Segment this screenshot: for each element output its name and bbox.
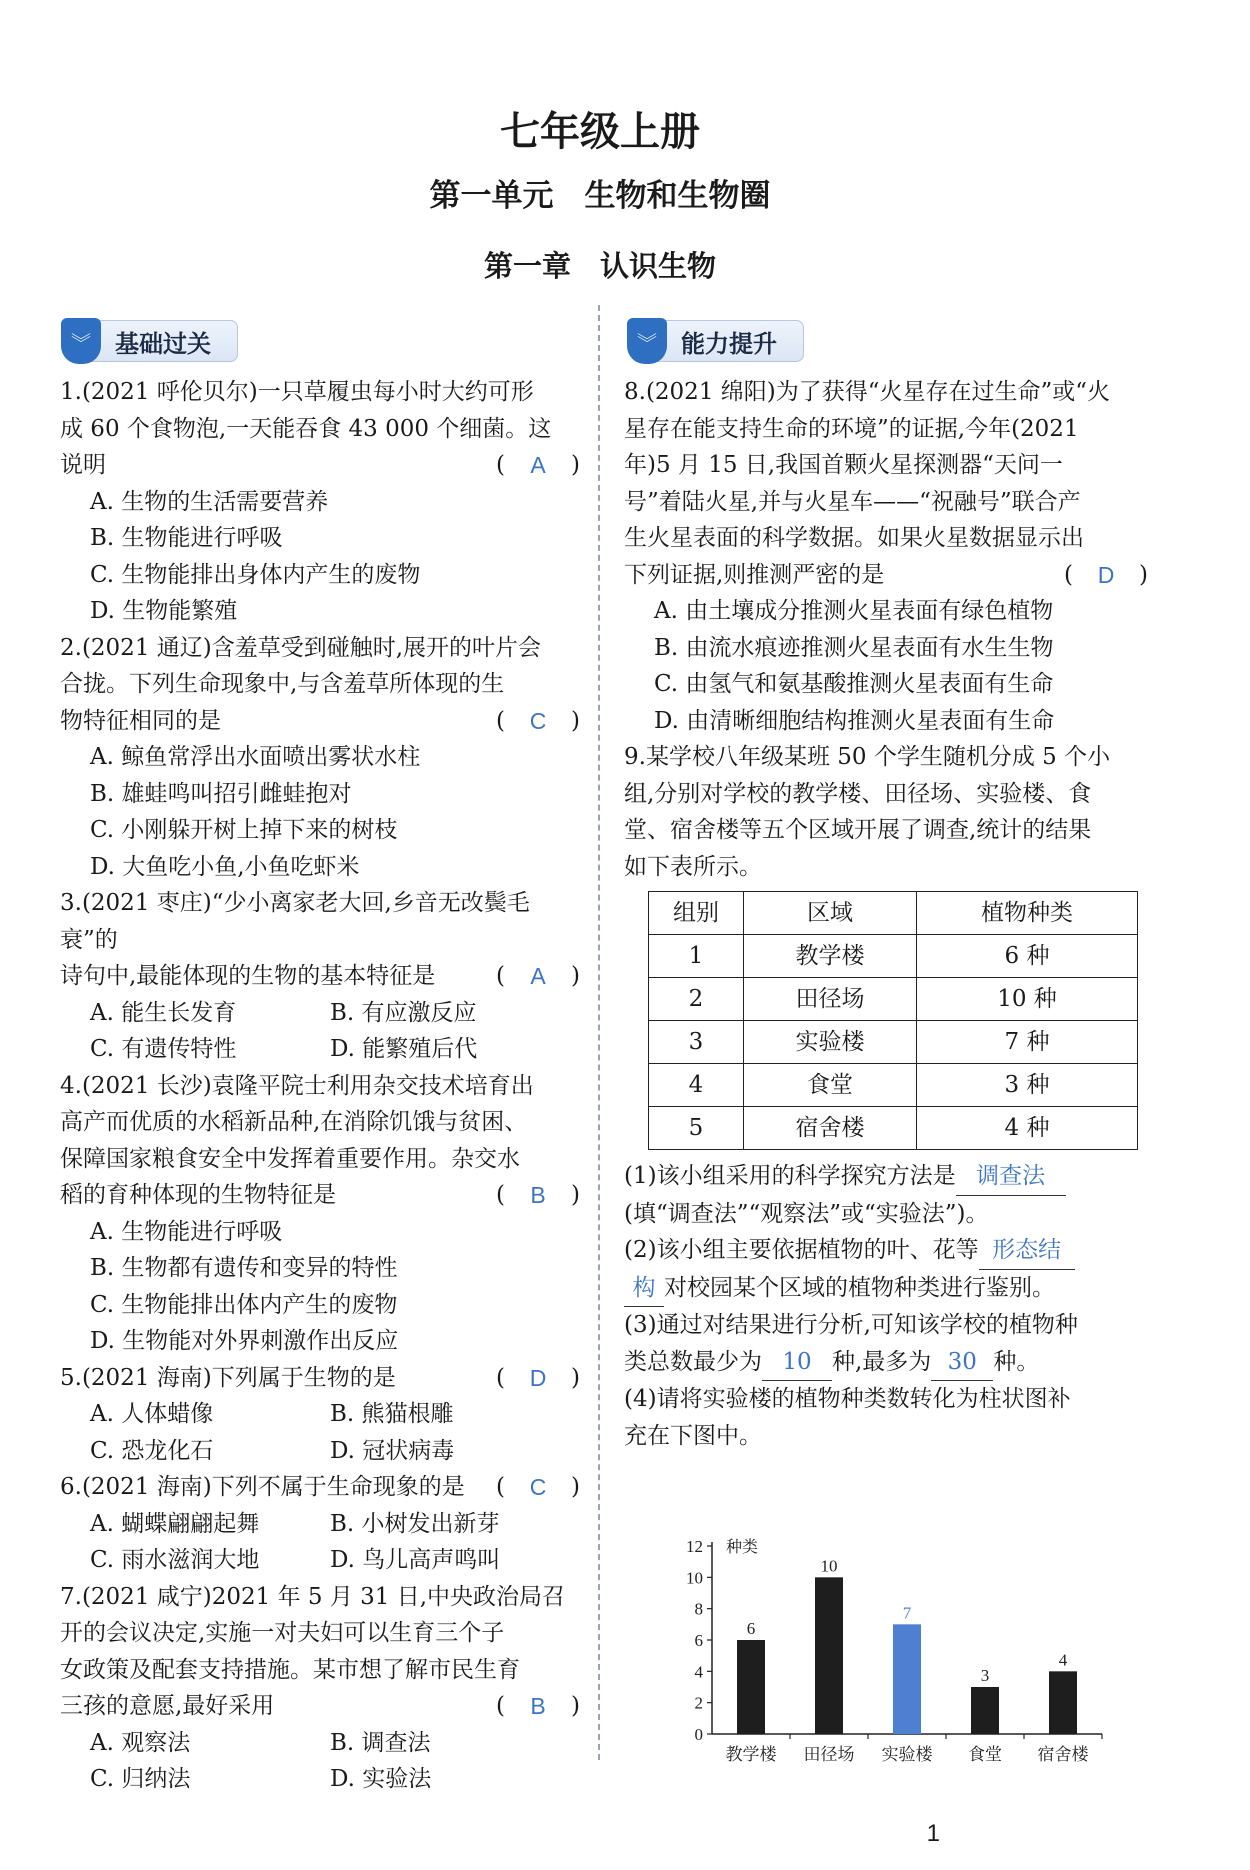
- q3-stem-line: 3.(2021 枣庄)“少小离家老大回,乡音无改鬓毛衰”的: [60, 890, 530, 953]
- bar-value-label: 10: [820, 1556, 838, 1576]
- table-header: 组别: [649, 892, 744, 935]
- bar-value-label: 3: [980, 1666, 990, 1685]
- q1-option: A. 生物的生活需要营养: [90, 488, 329, 515]
- right-column: [624, 374, 1148, 1454]
- q4-option: B. 生物都有遗传和变异的特性: [90, 1255, 398, 1281]
- q8-stem-line: 下列证据,则推测严密的是: [624, 561, 885, 588]
- answer-bracket: ( A ): [496, 447, 580, 484]
- q7-option: D. 实验法: [330, 1766, 432, 1792]
- y-tick-label: 12: [686, 1537, 703, 1556]
- q6-answer: C: [529, 1474, 547, 1500]
- q2-stem-line: 合拢。下列生命现象中,与含羞草所体现的生: [60, 671, 505, 697]
- table-cell: 实验楼: [744, 1021, 917, 1064]
- bar-宿舍楼: [1049, 1671, 1077, 1734]
- table-header: 植物种类: [917, 892, 1138, 935]
- q6-stem-line: 6.(2021 海南)下列不属于生命现象的是: [60, 1474, 465, 1500]
- q1-option: C. 生物能排出身体内产生的废物: [90, 561, 421, 588]
- q7-answer: B: [530, 1693, 546, 1719]
- q3-option: D. 能繁殖后代: [330, 1036, 478, 1062]
- q3-option: C. 有遗传特性: [90, 1036, 237, 1062]
- q4-option: C. 生物能排出体内产生的废物: [90, 1291, 398, 1318]
- q6-option: D. 鸟儿高声鸣叫: [330, 1547, 501, 1573]
- page-number: 1: [926, 1820, 940, 1847]
- book-title: 七年级上册: [500, 109, 700, 155]
- unit-title: 第一单元 生物和生物圈: [429, 178, 771, 214]
- x-tick-label: 田径场: [803, 1745, 855, 1765]
- q4-stem-line: 保障国家粮食安全中发挥着重要作用。杂交水: [60, 1145, 520, 1172]
- q6-option: A. 蝴蝶翩翩起舞: [90, 1510, 260, 1537]
- q5-answer: D: [529, 1364, 547, 1391]
- q8-stem-line: 号”着陆火星,并与火星车——“祝融号”联合产: [624, 488, 1081, 515]
- table-cell: 2: [649, 978, 744, 1021]
- q9-sub2-text: 对校园某个区域的植物种类进行鉴别。: [664, 1274, 1055, 1301]
- x-tick-label: 教学楼: [725, 1745, 777, 1765]
- q1-stem-line: 说明: [60, 452, 106, 478]
- q5-option: C. 恐龙化石: [90, 1437, 214, 1464]
- q4-answer: B: [530, 1182, 546, 1208]
- y-tick-label: 10: [686, 1568, 703, 1588]
- q6-option: C. 雨水滋润大地: [90, 1547, 260, 1573]
- q1-stem-line: 成 60 个食物泡,一天能吞食 43 000 个细菌。这: [60, 415, 552, 442]
- q8-option: D. 由清晰细胞结构推测火星表面有生命: [654, 707, 1055, 734]
- table-cell: 田径场: [744, 978, 917, 1021]
- q3-stem-line: 诗句中,最能体现的生物的基本特征是: [60, 963, 436, 989]
- bar-chart: [668, 1496, 1118, 1766]
- q9-sub1-text: (1)该小组采用的科学探究方法是: [624, 1163, 956, 1189]
- q7-stem-line: 开的会议决定,实施一对夫妇可以生育三个子: [60, 1620, 505, 1646]
- bar-食堂: [971, 1687, 999, 1734]
- bar-value-label: 4: [1058, 1650, 1068, 1670]
- q7-stem-line: 女政策及配套支持措施。某市想了解市民生育: [60, 1656, 520, 1683]
- q8-stem-line: 8.(2021 绵阳)为了获得“火星存在过生命”或“火: [624, 379, 1111, 405]
- q9-sub3-text: 类总数最少为: [624, 1348, 762, 1375]
- table-cell: 3: [649, 1021, 744, 1064]
- table-row: [649, 1064, 1138, 1107]
- chapter-title: 第一章 认识生物: [483, 249, 716, 283]
- q8-answer: D: [1097, 561, 1115, 588]
- left-column: [60, 374, 580, 1798]
- y-axis-label: 种类: [726, 1537, 759, 1556]
- q1-answer: A: [530, 452, 546, 478]
- table-header: 区域: [744, 892, 917, 935]
- q7-option: B. 调查法: [330, 1729, 431, 1756]
- table-cell: 4: [649, 1064, 744, 1107]
- bar-实验楼: [893, 1624, 921, 1734]
- y-tick-label: 2: [694, 1693, 703, 1713]
- q8-option: A. 由土壤成分推测火星表面有绿色植物: [654, 598, 1054, 624]
- q4-option: D. 生物能对外界刺激作出反应: [90, 1328, 399, 1354]
- x-tick-label: 宿舍楼: [1037, 1745, 1089, 1765]
- q5-option: D. 冠状病毒: [330, 1437, 455, 1464]
- section-label: 基础过关: [115, 329, 211, 358]
- bar-田径场: [815, 1577, 843, 1734]
- q2-option: B. 雄蛙鸣叫招引雌蛙抱对: [90, 780, 352, 807]
- table-cell: 7 种: [917, 1021, 1138, 1064]
- answer-bracket: ( B ): [496, 1688, 580, 1725]
- q8-option: C. 由氢气和氨基酸推测火星表面有生命: [654, 671, 1054, 697]
- table-cell: 教学楼: [744, 935, 917, 978]
- q7-option: A. 观察法: [90, 1729, 191, 1756]
- chevron-down-icon: ︾: [61, 318, 101, 364]
- table-cell: 5: [649, 1107, 744, 1150]
- q4-stem-line: 高产而优质的水稻新品种,在消除饥饿与贫困、: [60, 1109, 528, 1135]
- q9-stem-line: 9.某学校八年级某班 50 个学生随机分成 5 个小: [624, 744, 1111, 770]
- table-row: [649, 935, 1138, 978]
- q2-stem-line: 2.(2021 通辽)含羞草受到碰触时,展开的叶片会: [60, 634, 542, 661]
- q9-sub1-note: (填“调查法”“观察法”或“实验法”)。: [624, 1200, 989, 1227]
- q9-sub4-text: 充在下图中。: [624, 1422, 762, 1449]
- q4-stem-line: 4.(2021 长沙)袁隆平院士利用杂交技术培育出: [60, 1072, 534, 1099]
- q6-option: B. 小树发出新芽: [330, 1510, 500, 1537]
- q8-stem-line: 生火星表面的科学数据。如果火星数据显示出: [624, 525, 1084, 551]
- q9-sub2-answer: 形态结: [979, 1232, 1075, 1270]
- column-divider: [598, 305, 600, 1760]
- bar-教学楼: [737, 1640, 765, 1734]
- table-cell: 3 种: [917, 1064, 1138, 1107]
- chevron-down-icon: ︾: [627, 318, 667, 364]
- answer-bracket: ( C ): [496, 703, 580, 740]
- q5-option: B. 熊猫根雕: [330, 1401, 454, 1427]
- q9-sub2-answer: 构: [624, 1270, 664, 1308]
- q7-stem-line: 三孩的意愿,最好采用: [60, 1693, 275, 1719]
- table-cell: 食堂: [744, 1064, 917, 1107]
- survey-table: [648, 891, 1138, 1150]
- bar-value-label: 7: [902, 1603, 912, 1623]
- section-header-advanced: [628, 318, 804, 364]
- table-cell: 1: [649, 935, 744, 978]
- q9-sub3-text: 种。: [993, 1348, 1040, 1375]
- q8-option: B. 由流水痕迹推测火星表面有水生生物: [654, 634, 1054, 661]
- section-label: 能力提升: [681, 329, 777, 358]
- answer-bracket: ( B ): [496, 1177, 580, 1214]
- q7-stem-line: 7.(2021 咸宁)2021 年 5 月 31 日,中央政治局召: [60, 1583, 566, 1610]
- table-row: [649, 978, 1138, 1021]
- q9-sub3-text: (3)通过对结果进行分析,可知该学校的植物种: [624, 1312, 1078, 1338]
- x-tick-label: 食堂: [968, 1745, 1002, 1765]
- q9-stem-line: 组,分别对学校的教学楼、田径场、实验楼、食: [624, 780, 1092, 807]
- table-row: [649, 1021, 1138, 1064]
- answer-bracket: ( D ): [1064, 557, 1148, 594]
- y-tick-label: 0: [694, 1725, 703, 1744]
- q2-stem-line: 物特征相同的是: [60, 707, 221, 734]
- q1-option: B. 生物能进行呼吸: [90, 525, 283, 551]
- q8-stem-line: 星存在能支持生命的环境”的证据,今年(2021: [624, 415, 1079, 442]
- q5-stem-line: 5.(2021 海南)下列属于生物的是: [60, 1364, 396, 1391]
- q2-option: C. 小刚躲开树上掉下来的树枝: [90, 817, 398, 843]
- q2-option: A. 鲸鱼常浮出水面喷出雾状水柱: [90, 744, 421, 770]
- table-cell: 4 种: [917, 1107, 1138, 1150]
- q9-stem-line: 堂、宿舍楼等五个区域开展了调查,统计的结果: [624, 817, 1092, 843]
- q4-stem-line: 稻的育种体现的生物特征是: [60, 1182, 336, 1208]
- q2-answer: C: [529, 707, 547, 734]
- table-cell: 10 种: [917, 978, 1138, 1021]
- q1-stem-line: 1.(2021 呼伦贝尔)一只草履虫每小时大约可形: [60, 379, 534, 405]
- q9-sub3-answer-min: 10: [762, 1344, 832, 1382]
- y-tick-label: 4: [694, 1662, 703, 1682]
- q2-option: D. 大鱼吃小鱼,小鱼吃虾米: [90, 853, 360, 880]
- bar-value-label: 6: [746, 1619, 756, 1638]
- answer-bracket: ( C ): [496, 1469, 580, 1506]
- y-tick-label: 6: [694, 1631, 703, 1650]
- q3-option: B. 有应激反应: [330, 999, 477, 1026]
- q7-option: C. 归纳法: [90, 1766, 191, 1792]
- q9-sub2-text: (2)该小组主要依据植物的叶、花等: [624, 1237, 979, 1263]
- y-tick-label: 8: [694, 1599, 703, 1619]
- answer-bracket: ( A ): [496, 958, 580, 995]
- q3-option: A. 能生长发育: [90, 999, 237, 1026]
- table-row: [649, 1107, 1138, 1150]
- q8-stem-line: 年)5 月 15 日,我国首颗火星探测器“天问一: [624, 452, 1063, 478]
- q4-option: A. 生物能进行呼吸: [90, 1218, 283, 1245]
- q1-option: D. 生物能繁殖: [90, 598, 238, 624]
- q3-answer: A: [530, 963, 546, 989]
- q9-sub3-text: 种,最多为: [832, 1348, 932, 1375]
- q9-stem-line: 如下表所示。: [624, 853, 762, 880]
- section-header-basic: [62, 318, 238, 364]
- table-cell: 宿舍楼: [744, 1107, 917, 1150]
- q5-option: A. 人体蜡像: [90, 1401, 214, 1427]
- x-tick-label: 实验楼: [881, 1745, 933, 1765]
- table-header-row: [649, 892, 1138, 935]
- q9-sub1-answer: 调查法: [956, 1158, 1066, 1196]
- answer-bracket: ( D ): [496, 1360, 580, 1397]
- q9-sub3-answer-max: 30: [931, 1344, 993, 1382]
- table-cell: 6 种: [917, 935, 1138, 978]
- q9-sub4-text: (4)请将实验楼的植物种类数转化为柱状图补: [624, 1386, 1071, 1412]
